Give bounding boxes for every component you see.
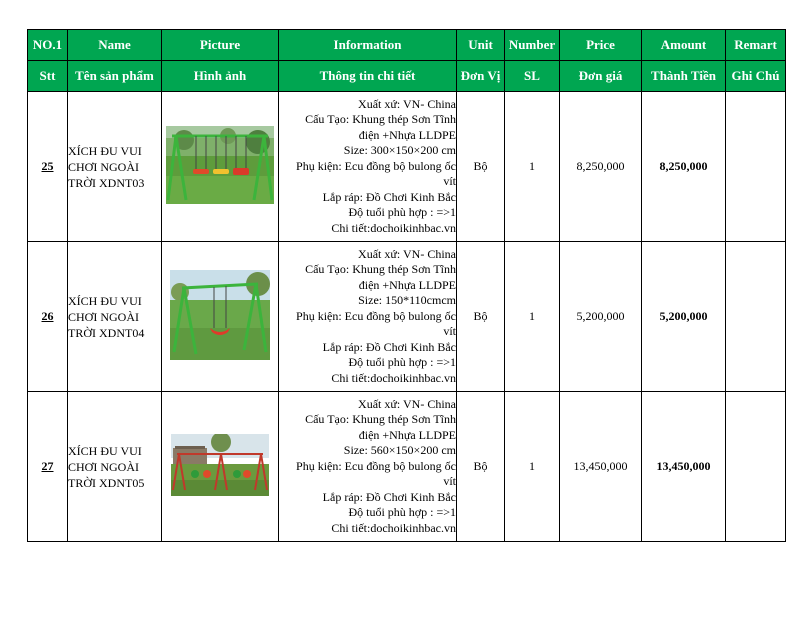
info-line: Lắp ráp: Đồ Chơi Kinh Bắc xyxy=(322,339,456,354)
header-row-english xyxy=(28,30,786,61)
product-name-line: XÍCH ĐU VUI xyxy=(68,143,142,158)
table-row xyxy=(28,92,786,242)
amount-cell: 5,200,000 xyxy=(642,242,726,392)
info-line: Độ tuổi phù hợp : =>1 xyxy=(348,505,456,520)
header-row-vietnamese xyxy=(28,61,786,92)
header-ten-san-pham: Tên sản phẩm xyxy=(68,61,162,92)
info-line: Phụ kiện: Ecu đồng bộ bulong ốc xyxy=(296,158,456,173)
header-don-gia: Đơn giá xyxy=(560,61,642,92)
info-line: Độ tuổi phù hợp : =>1 xyxy=(348,355,456,370)
info-line: điện +Nhựa LLDPE xyxy=(358,127,456,142)
product-name-line: CHƠI NGOÀI xyxy=(68,159,139,174)
product-information xyxy=(279,92,457,242)
swing-set-photo xyxy=(171,434,269,496)
product-picture xyxy=(162,242,279,392)
info-line: điện +Nhựa LLDPE xyxy=(358,427,456,442)
product-name-line: CHƠI NGOÀI xyxy=(68,459,139,474)
header-thong-tin: Thông tin chi tiết xyxy=(279,61,457,92)
info-line: Xuất xứ: VN- China xyxy=(358,246,456,261)
remark-cell xyxy=(726,242,786,392)
row-stt: 26 xyxy=(28,242,68,392)
header-no: NO.1 xyxy=(28,30,68,61)
product-name xyxy=(68,242,162,392)
row-stt: 27 xyxy=(28,392,68,542)
info-line: Size: 150*110cmcm xyxy=(358,293,456,308)
header-don-vi: Đơn Vị xyxy=(457,61,505,92)
header-sl: SL xyxy=(505,61,560,92)
header-thanh-tien: Thành Tiền xyxy=(642,61,726,92)
header-information: Information xyxy=(279,30,457,61)
info-line: Xuất xứ: VN- China xyxy=(358,396,456,411)
row-stt: 25 xyxy=(28,92,68,242)
product-table xyxy=(27,29,786,542)
info-line: Size: 300×150×200 cm xyxy=(343,143,456,158)
info-line: Phụ kiện: Ecu đồng bộ bulong ốc xyxy=(296,308,456,323)
info-line: Chi tiết:dochoikinhbac.vn xyxy=(331,220,456,235)
quantity-cell: 1 xyxy=(505,242,560,392)
swing-set-photo xyxy=(166,126,274,204)
header-number: Number xyxy=(505,30,560,61)
header-amount: Amount xyxy=(642,30,726,61)
product-name-line: TRỜI XDNT05 xyxy=(68,475,145,490)
info-line: Lắp ráp: Đồ Chơi Kinh Bắc xyxy=(322,189,456,204)
info-line: điện +Nhựa LLDPE xyxy=(358,277,456,292)
remark-cell xyxy=(726,92,786,242)
product-picture xyxy=(162,92,279,242)
header-stt: Stt xyxy=(28,61,68,92)
info-line: vít xyxy=(443,324,456,339)
table-row xyxy=(28,242,786,392)
product-name-line: CHƠI NGOÀI xyxy=(68,309,139,324)
amount-cell: 8,250,000 xyxy=(642,92,726,242)
header-name: Name xyxy=(68,30,162,61)
price-cell: 13,450,000 xyxy=(560,392,642,542)
info-line: Độ tuổi phù hợp : =>1 xyxy=(348,205,456,220)
price-cell: 5,200,000 xyxy=(560,242,642,392)
header-unit: Unit xyxy=(457,30,505,61)
info-line: Lắp ráp: Đồ Chơi Kinh Bắc xyxy=(322,489,456,504)
unit-cell: Bộ xyxy=(457,392,505,542)
product-name-line: TRỜI XDNT03 xyxy=(68,175,145,190)
amount-cell: 13,450,000 xyxy=(642,392,726,542)
quantity-cell: 1 xyxy=(505,92,560,242)
info-line: Xuất xứ: VN- China xyxy=(358,96,456,111)
info-line: Size: 560×150×200 cm xyxy=(343,443,456,458)
swing-set-photo xyxy=(170,270,270,360)
header-price: Price xyxy=(560,30,642,61)
info-line: Chi tiết:dochoikinhbac.vn xyxy=(331,520,456,535)
table-row xyxy=(28,392,786,542)
product-information xyxy=(279,392,457,542)
header-hinh-anh: Hình ảnh xyxy=(162,61,279,92)
info-line: Cấu Tạo: Khung thép Sơn Tĩnh xyxy=(305,112,456,127)
info-line: vít xyxy=(443,174,456,189)
product-name-line: XÍCH ĐU VUI xyxy=(68,293,142,308)
unit-cell: Bộ xyxy=(457,92,505,242)
remark-cell xyxy=(726,392,786,542)
product-name xyxy=(68,392,162,542)
product-name xyxy=(68,92,162,242)
info-line: Chi tiết:dochoikinhbac.vn xyxy=(331,370,456,385)
info-line: Cấu Tạo: Khung thép Sơn Tĩnh xyxy=(305,262,456,277)
product-name-line: TRỜI XDNT04 xyxy=(68,325,145,340)
product-information xyxy=(279,242,457,392)
quantity-cell: 1 xyxy=(505,392,560,542)
info-line: Cấu Tạo: Khung thép Sơn Tĩnh xyxy=(305,412,456,427)
product-name-line: XÍCH ĐU VUI xyxy=(68,443,142,458)
info-line: vít xyxy=(443,474,456,489)
product-picture xyxy=(162,392,279,542)
header-remark: Remart xyxy=(726,30,786,61)
header-picture: Picture xyxy=(162,30,279,61)
price-cell: 8,250,000 xyxy=(560,92,642,242)
header-ghi-chu: Ghi Chú xyxy=(726,61,786,92)
unit-cell: Bộ xyxy=(457,242,505,392)
info-line: Phụ kiện: Ecu đồng bộ bulong ốc xyxy=(296,458,456,473)
